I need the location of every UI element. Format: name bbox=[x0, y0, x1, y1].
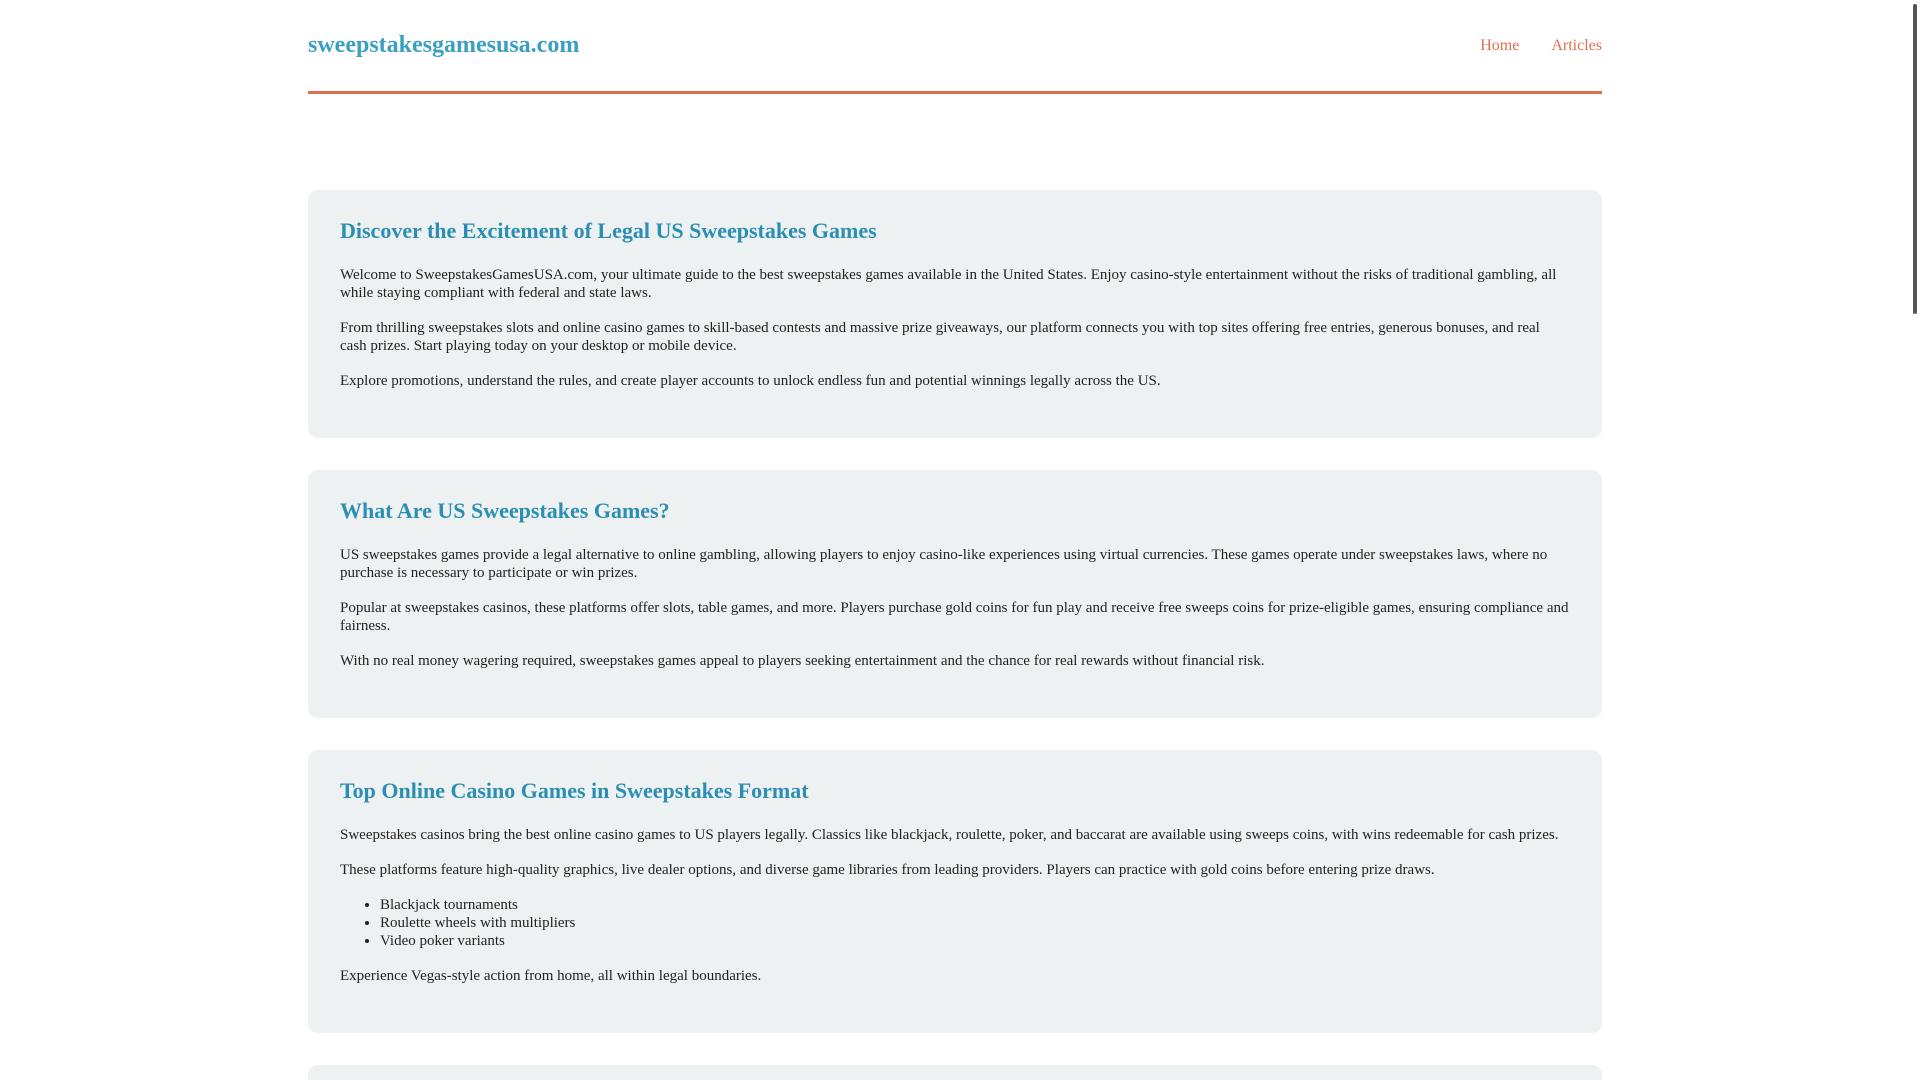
nav-home-link[interactable]: Home bbox=[1480, 37, 1520, 54]
section-paragraph: Explore promotions, understand the rules, and create player accounts to unlock endless fun and potential winnings legally across the US. bbox=[340, 373, 1161, 389]
site-header bbox=[308, 0, 1602, 94]
section-card-discover bbox=[308, 190, 1602, 438]
section-title: Discover the Excitement of Legal US Sweepstakes Games bbox=[340, 218, 877, 243]
section-card-top-games bbox=[308, 750, 1602, 1033]
section-title: What Are US Sweepstakes Games? bbox=[340, 498, 670, 523]
game-list bbox=[340, 896, 1570, 950]
section-paragraph: Popular at sweepstakes casinos, these platforms offer slots, table games, and more. Players purchase gold coins for fun play and receive free sweeps coins for prize-eligible games, ensuring compliance and fairness. bbox=[340, 600, 1569, 634]
section-paragraph: These platforms feature high-quality graphics, live dealer options, and diverse game libraries from leading providers. Players can practice with gold coins before entering prize draws. bbox=[340, 862, 1435, 878]
section-paragraph: US sweepstakes games provide a legal alternative to online gambling, allowing players to enjoy casino-like experiences using virtual currencies. These games operate under sweepstakes laws, where no purchase is necessary to participate or win prizes. bbox=[340, 547, 1548, 581]
list-item: • Video poker variants bbox=[380, 932, 1570, 950]
section-paragraph: Sweepstakes casinos bring the best online casino games to US players legally. Classics like blackjack, roulette, poker, and baccarat are available using sweeps coins, with wins redeemable for cash prizes. bbox=[340, 827, 1559, 843]
main-nav bbox=[1480, 36, 1602, 56]
section-card-next bbox=[308, 1065, 1602, 1080]
list-item: • Blackjack tournaments bbox=[380, 896, 1570, 914]
section-paragraph: From thrilling sweepstakes slots and online casino games to skill-based contests and massive prize giveaways, our platform connects you with top sites offering free entries, generous bonuses, and real cash prizes. Start playing today on your desktop or mobile device. bbox=[340, 320, 1540, 354]
section-card-what-are bbox=[308, 470, 1602, 718]
section-paragraph: Experience Vegas-style action from home, all within legal boundaries. bbox=[340, 968, 762, 984]
site-title-link[interactable]: sweepstakesgamesusa.com bbox=[308, 32, 580, 58]
scrollbar-thumb[interactable] bbox=[1913, 4, 1917, 314]
list-item: • Roulette wheels with multipliers bbox=[380, 914, 1570, 932]
section-paragraph: Welcome to SweepstakesGamesUSA.com, your ultimate guide to the best sweepstakes games available in the United States. Enjoy casino-style entertainment without the risks of traditional gambling, all while staying compliant with federal and state laws. bbox=[340, 267, 1557, 301]
section-paragraph: With no real money wagering required, sweepstakes games appeal to players seeking entertainment and the chance for real rewards without financial risk. bbox=[340, 653, 1265, 669]
vertical-scrollbar[interactable] bbox=[1910, 0, 1920, 1080]
main-content bbox=[308, 190, 1602, 1080]
section-title: Top Online Casino Games in Sweepstakes Format bbox=[340, 778, 809, 803]
nav-articles-link[interactable]: Articles bbox=[1551, 37, 1602, 54]
content-wrapper bbox=[308, 0, 1602, 984]
